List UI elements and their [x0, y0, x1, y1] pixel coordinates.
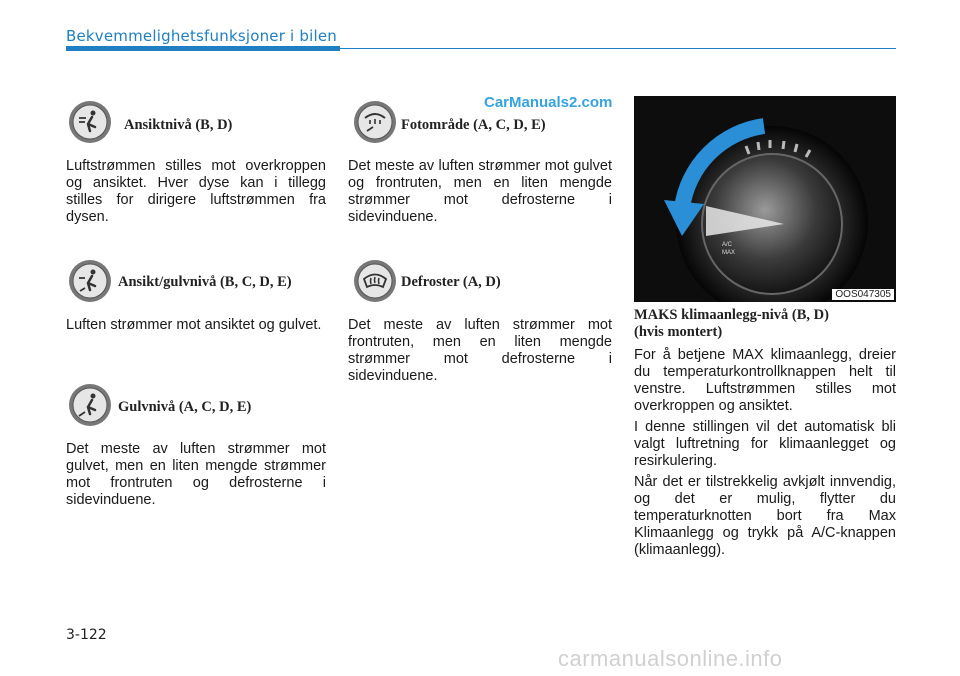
- heading-gulv: Gulvnivå (A, C, D, E): [118, 399, 252, 415]
- header-accent-bar: [66, 46, 340, 51]
- heading-fotomrade: Fotområde (A, C, D, E): [401, 117, 546, 133]
- text-maks-2: I denne stillingen vil det automatisk bli valgt luftretning for klimaanlegget og resirkulering.: [634, 419, 896, 469]
- bi-level-vent-icon: [68, 259, 112, 303]
- knob-illustration: [634, 96, 896, 302]
- text-maks-3: Når det er tilstrekkelig avkjølt innvendig, og det er mulig, flytter du temperaturknotten bort fra Max Klimaanlegg og trykk på A/C-knappen (klimaanlegg).: [634, 474, 896, 558]
- header-rule: [340, 48, 896, 49]
- section-title: Bekvemmelighetsfunksjoner i bilen: [66, 27, 337, 45]
- image-code: OOS047305: [832, 289, 894, 300]
- knob-label-ac: A/C: [722, 242, 733, 248]
- watermark-top: CarManuals2.com: [484, 94, 613, 111]
- knob-label-max: MAX: [722, 250, 736, 256]
- defrost-icon: [353, 259, 397, 303]
- text-gulv: Det meste av luften strømmer mot gulvet, men en liten mengde strømmer mot frontruten og defrosterne i sidevinduene.: [66, 441, 326, 508]
- watermark-bottom: carmanualsonline.info: [558, 646, 783, 671]
- heading-defroster: Defroster (A, D): [401, 274, 501, 290]
- heading-ansikt: Ansiktnivå (B, D): [124, 117, 233, 133]
- heading-maks-line2: (hvis montert): [634, 324, 723, 340]
- face-vent-icon: [68, 100, 112, 144]
- page-number: 3-122: [66, 627, 107, 643]
- text-ansikt: Luftstrømmen stilles mot overkroppen og ansiktet. Hver dyse kan i tillegg stilles for dirigere luftstrømmen fra dysen.: [66, 158, 326, 225]
- text-maks-1: For å betjene MAX klimaanlegg, dreier du temperaturkontrollknappen helt til venstre. Luftstrømmen stilles mot overkroppen og ansiktet.: [634, 347, 896, 414]
- heading-maks-line1: MAKS klimaanlegg-nivå (B, D): [634, 307, 829, 323]
- floor-vent-icon: [68, 383, 112, 427]
- floor-defrost-icon: [353, 100, 397, 144]
- text-ansikt-gulv: Luften strømmer mot ansiktet og gulvet.: [66, 317, 322, 333]
- max-ac-knob-photo: [634, 96, 896, 302]
- heading-maks: [634, 307, 829, 341]
- heading-ansikt-gulv: Ansikt/gulvnivå (B, C, D, E): [118, 274, 292, 290]
- text-fotomrade: Det meste av luften strømmer mot gulvet og frontruten, men en liten mengde strømmer mot defrosterne i sidevinduene.: [348, 158, 612, 225]
- text-defroster: Det meste av luften strømmer mot frontruten, men en liten mengde strømmer mot defrosterne i sidevinduene.: [348, 317, 612, 384]
